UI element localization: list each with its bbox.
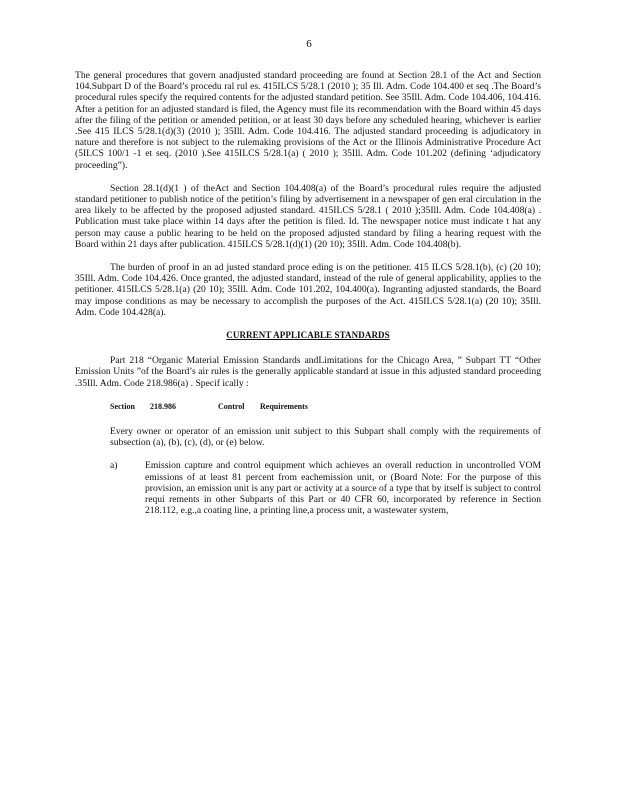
list-item-a [110, 460, 541, 516]
paragraph-every-owner: Every owner or operator of an emission unit subject to this Subpart shall comply with the requirements of subsection (a), (b), (c), (d), or (e) below. [110, 426, 541, 449]
section-label: Section [110, 401, 135, 411]
section-heading: CURRENT APPLICABLE STANDARDS [226, 330, 390, 341]
paragraph-burden-of-proof: The burden of proof in an ad justed standard proce eding is on the petitioner. 415 ILCS 5/28.1(b), (c) (20 10); 35Ill. Adm. Code 104.426. Once granted, the adjusted standard, instead of the rule of general applicability, applies to the petitioner. 415ILCS 5/28.1(a) (20 10); 35Ill. Adm. Code 101.202, 104.400(a). Ingranting adjusted standards, the Board may impose conditions as may be necessary to accomplish the purposes of the Act. 415ILCS 5/28.1(a) (20 10); 35Ill. Adm. Code 104.428(a). [75, 262, 541, 318]
section-number: 218.986 [150, 401, 176, 411]
paragraph-general-procedures: The general procedures that govern anadjusted standard proceeding are found at Section 28.1 of the Act and Section 104.Subpart D of the Board’s procedu ral rul es. 415ILCS 5/28.1 (2010 ); 35 Ill. Adm. Code 104.400 et seq .The Board’s procedural rules specify the required contents for the adjusted standard petition. See 35Ill. Adm. Code 104.406, 104.416. After a petition for an adjusted standard is filed, the Agency must file its recommendation with the Board within 45 days after the filing of the petition or amended petition, or at least 30 days before any scheduled hearing, whichever is earlier .See 415 ILCS 5/28.1(d)(3) (2010 ); 35Ill. Adm. Code 104.416. The adjusted standard proceeding is adjudicatory in nature and therefore is not subject to the rulemaking provisions of the Act or the Illinois Administrative Procedure Act (5ILCS 100/1 -1 et seq. (2010 ).See 415ILCS 5/28.1(a) ( 2010 ); 35Ill. Adm. Code 101.202 (defining ‘adjudicatory proceeding”). [75, 70, 541, 171]
paragraph-notice-requirements: Section 28.1(d)(1 ) of theAct and Section 104.408(a) of the Board’s procedural rules require the adjusted standard petitioner to publish notice of the petition’s filing by advertisement in a newspaper of gen eral circulation in the area likely to be affected by the proposed adjusted standard. 415ILCS 5/28.1 ( 2010 );35Ill. Adm. Code 104.408(a) . Publication must take place within 14 days after the petition is filed. Id. The newspaper notice must indicate t hat any person may cause a public hearing to be held on the proposed adjusted standard by filing a hearing request with the Board within 21 days after publication. 415ILCS 5/28.1(d)(1) (20 10); 35Ill. Adm. Code 104.408(b). [75, 182, 541, 250]
section-caption [110, 401, 541, 412]
document-body [75, 70, 541, 517]
list-item-text: Emission capture and control equipment which achieves an overall reduction in uncontrolled VOM emissions of at least 81 percent from eachemission unit, or (Board Note: For the purpose of this provision, an emission unit is any part or activity at a source of a type that by itself is subject to control requi rements in other Subparts of this Part or 40 CFR 60, incorporated by reference in Section 218.112, e.g.,a coating line, a printing line,a process unit, a wastewater system, [145, 460, 541, 517]
paragraph-part-218: Part 218 “Organic Material Emission Standards andLimitations for the Chicago Area, ” Subpart TT “Other Emission Units ”of the Board’s air rules is the generally applicable standard at issue in this adjusted standard proceeding .35Ill. Adm. Code 218.986(a) . Specif ically : [75, 355, 541, 389]
list-item-label: a) [110, 460, 118, 472]
section-title-control: Control [218, 401, 245, 411]
section-title-requirements: Requirements [260, 401, 308, 411]
page-number: 6 [306, 38, 312, 50]
